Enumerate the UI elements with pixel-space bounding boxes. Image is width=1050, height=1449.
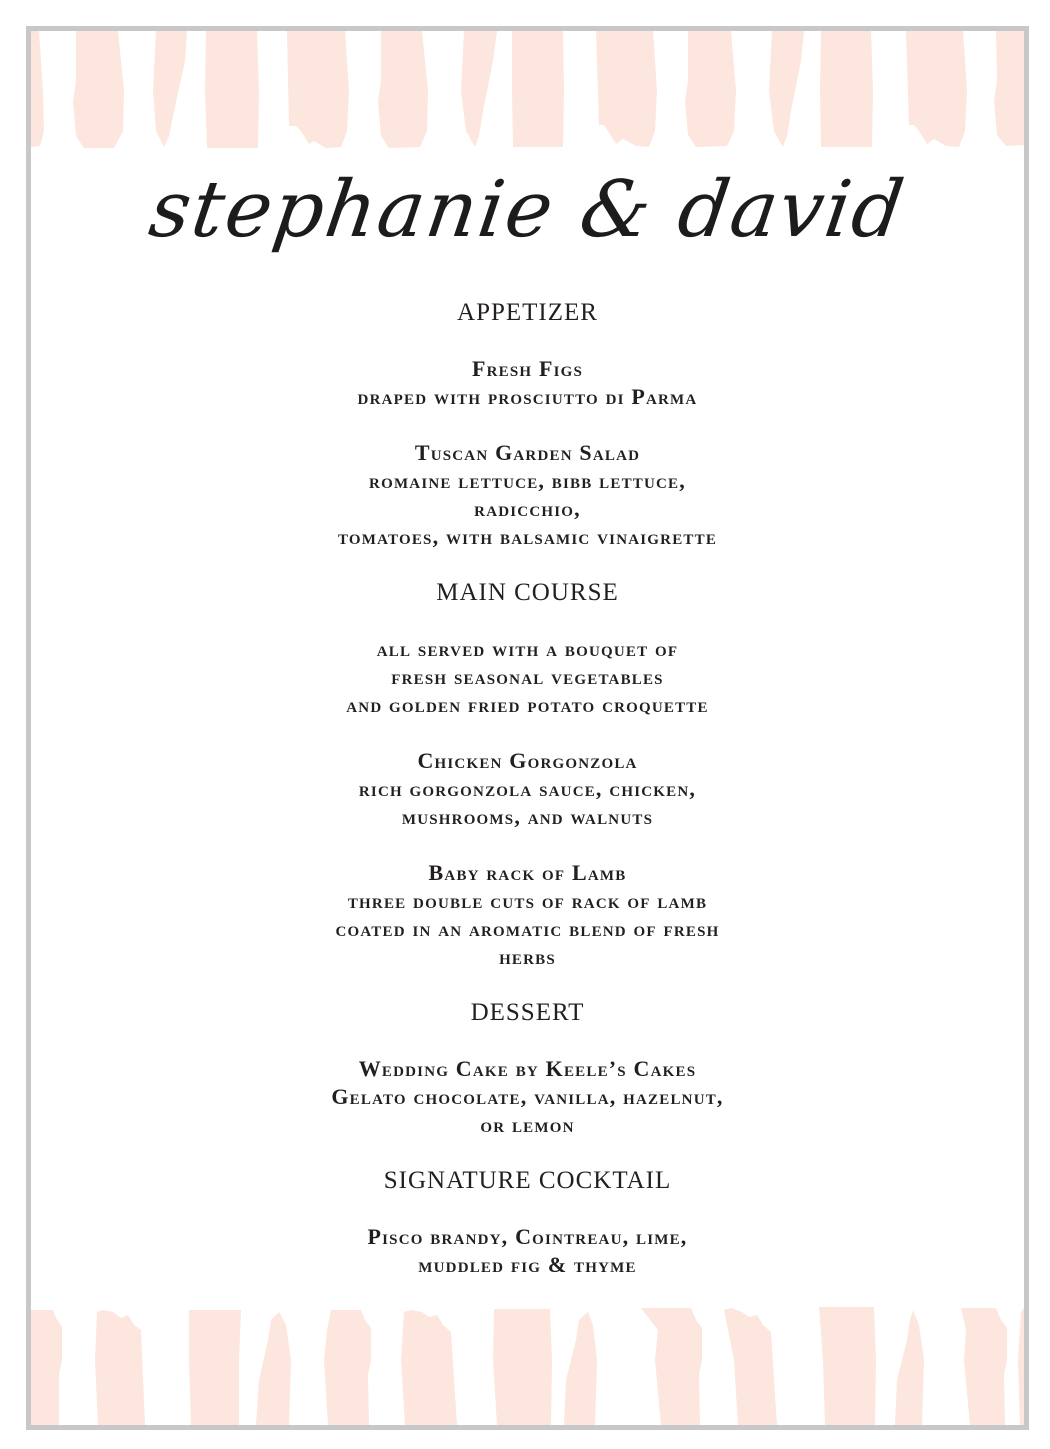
top-brushstroke-border [31,31,1024,153]
item-name: Fresh Figs [471,356,584,381]
section-heading: APPETIZER [457,299,598,326]
item-name: Pisco brandy, Cointreau, lime, [367,1224,688,1249]
item-description: fresh seasonal vegetables [391,664,664,689]
item-description: muddled fig & thyme [418,1252,637,1277]
item-description: three double cuts of rack of lamb [347,888,708,913]
section-main-course [31,579,1024,971]
item-description: coated in an aromatic blend of fresh [335,916,720,941]
item-description: mushrooms, and walnuts [401,804,654,829]
section-appetizer [31,299,1024,551]
menu-item [31,747,1024,831]
item-name: Wedding Cake by Keele’s Cakes [358,1056,697,1081]
couple-names-title: stephanie & david [144,165,911,255]
item-name: Baby rack of Lamb [428,860,627,885]
bottom-brushstroke-border [31,1300,1024,1425]
item-description: Gelato chocolate, vanilla, hazelnut, [331,1084,724,1109]
section-heading: MAIN COURSE [436,579,619,606]
section-signature-cocktail [31,1167,1024,1279]
menu-card [26,26,1029,1430]
menu-item [31,1223,1024,1279]
menu-item [31,439,1024,551]
item-description: and golden fried potato croquette [346,692,709,717]
menu-body [31,299,1024,1307]
section-heading: SIGNATURE COCKTAIL [383,1167,672,1194]
item-name: Chicken Gorgonzola [417,748,638,773]
item-description: radicchio, [474,496,581,521]
item-description: tomatoes, with balsamic vinaigrette [337,524,718,549]
menu-item [31,1055,1024,1139]
item-description: all served with a bouquet of [376,636,679,661]
item-name: Tuscan Garden Salad [414,440,641,465]
section-heading: DESSERT [470,999,585,1026]
item-description: draped with prosciutto di Parma [357,384,698,409]
menu-item [31,355,1024,411]
menu-item-intro [31,635,1024,719]
item-description: or lemon [480,1112,575,1137]
item-description: romaine lettuce, bibb lettuce, [369,468,686,493]
item-description: herbs [499,944,556,969]
section-dessert [31,999,1024,1139]
item-description: rich gorgonzola sauce, chicken, [358,776,697,801]
menu-item [31,859,1024,971]
